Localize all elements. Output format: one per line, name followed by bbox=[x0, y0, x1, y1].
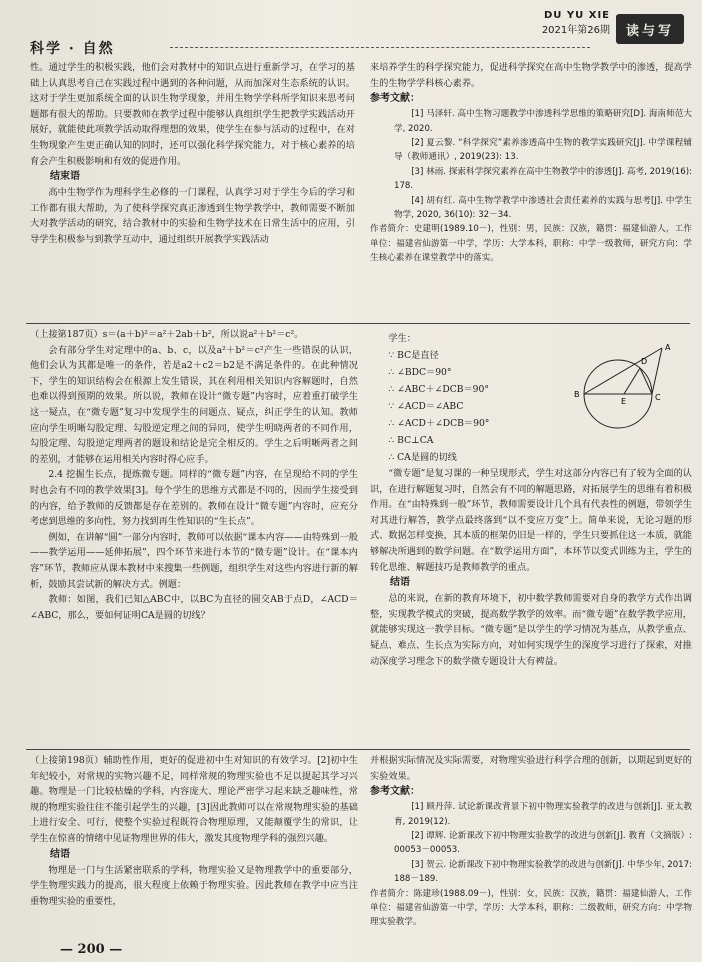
proof-line: ∴ ∠BDC＝90° bbox=[388, 367, 452, 378]
segment-ca bbox=[652, 348, 662, 394]
author-bio: 作者简介：史建明(1989.10－)，性别：男，民族：汉族，籍贯：福建仙游人，工作单位：福建省仙游第一中学，学历：大学本科，职称：中学一级教师，研究方向：学生核心素养在课堂教学中的落实。 bbox=[370, 224, 692, 264]
top-right-column bbox=[370, 60, 692, 266]
reference-item: [3] 林雨. 探索科学探究素养在高中生物教学中的渗透[J]. 高考, 2019(16): 178. bbox=[394, 166, 692, 192]
paragraph: “微专题”是复习课的一种呈现形式，学生对这部分内容已有了较为全面的认识，在进行解题复习时，自然会有不同的解题思路，对拓展学生的思维有着积极作用。在“由特殊到一般”环节，教师需要设计几个具有代表性的例题，带领学生对其进行解答，教学点最终落到“以不变应万变”上。简单来说，无论习题的形式、数据怎样变换，其本质的框架仍旧是一样的，学生只要抓住这一本质，就能够解决所遇到的数学问题。在“数学运用方面”，本环节以变式训练为主，学生的转化思维、解题技巧是教师教学的重点。 bbox=[370, 468, 692, 573]
top-left-column bbox=[30, 60, 355, 248]
reference-item: [2] 谭辉. 论新课改下初中物理实验教学的改进与创新[J]. 教育（文摘版）: 00053－00053. bbox=[394, 831, 692, 856]
journal-pinyin: DU YU XIE bbox=[543, 10, 610, 21]
header-meta bbox=[542, 10, 610, 36]
proof-line: ∴ BC⊥CA bbox=[388, 435, 434, 446]
label-b: B bbox=[574, 390, 580, 399]
segment-ba bbox=[584, 348, 662, 394]
segment-de bbox=[624, 368, 640, 394]
paragraph: 会有部分学生对定理中的a、b、c，以及a²＋b²＝c²产生一些错误的认识，他们会认为其都是唯一的条件，若是a2＋c2＝b2是不满足条件的。在此种情况下，学生的知识结构会在根源上发生错误，其在利用相关知识内容解题时，自然也难以得到预期的效果。所以说，教师在设计“微专题”内容时，应着重打破学生这一疑点，在“微专题”复习中发现学生的问题点、疑点，纠正学生的认知。教师应向学生明晰勾股定理、勾股逆定理之间的异同，使学生明晓两者的不同作用，勾股定理、勾股逆定理两者的题设和结论是完全相反的。学生之后明晰两者之间的差别，才能够在运用相关内容时得心应手。 bbox=[30, 344, 358, 465]
reference-item: [1] 马泽轩. 高中生物习题教学中渗透科学思维的策略研究[D]. 海南师范大学, 2020. bbox=[394, 109, 692, 134]
section-divider bbox=[26, 749, 690, 750]
reference-item: [1] 顾丹萍. 试论新课改背景下初中物理实验教学的改进与创新[J]. 亚太教育, 2019(12). bbox=[394, 802, 692, 827]
proof-steps bbox=[370, 330, 540, 466]
label-e: E bbox=[621, 397, 627, 406]
journal-brand-logo: 读与写 bbox=[616, 14, 684, 44]
paragraph: （上接第187页）s＝(a＋b)²＝a²＋2ab＋b²，所以说a²＋b²＝c²。 bbox=[30, 329, 304, 340]
proof-line: ∴ ∠ACD＋∠DCB＝90° bbox=[388, 418, 490, 429]
section-divider bbox=[26, 323, 690, 324]
header-divider bbox=[170, 47, 590, 48]
conclusion-heading: 结语 bbox=[390, 577, 410, 589]
conclusion-heading: 结语 bbox=[50, 848, 70, 860]
reference-item: [4] 胡有红. 高中生物学教学中渗透社会责任素养的实践与思考[J]. 中学生物学, 2020, 36(10): 32－34. bbox=[394, 195, 692, 221]
segment-cd bbox=[640, 368, 652, 394]
section-title: 科学 · 自然 bbox=[30, 41, 115, 57]
label-d: D bbox=[641, 357, 648, 366]
conclusion-heading: 结束语 bbox=[50, 171, 80, 183]
references-title: 参考文献： bbox=[370, 93, 420, 105]
author-bio: 作者简介：陈建珍(1988.09－)，性别：女，民族：汉族，籍贯：福建仙游人，工作单位：福建省仙游第一中学，学历：大学本科，职称：二级教师，研究方向：中学物理实验教学。 bbox=[370, 888, 692, 928]
proof-line: ∴ CA是圆的切线 bbox=[388, 452, 457, 463]
paragraph: （上接第198页）辅助性作用，更好的促进初中生对知识的有效学习。[2]初中生年纪较小，对常规的实物兴趣不足，同样常规的物理实验也不足以提起其学习兴趣。物理是一门比较枯燥的学科，内容庞大、理论严密学习起来缺乏趣味性，常规的物理实验往往不能引起学生的兴趣，[3]因此教师可以在常规物理实验的基础上进行安全、可行，使整个实验过程既符合物理原理，又能颠覆学生的常识，让学生在惊喜的情绪中见证物理世界的伟大，激发其度物理学科的强烈兴趣。 bbox=[30, 755, 358, 844]
paragraph: 教师：如图，我们已知△ABC中，以BC为直径的圆交AB于点D，∠ACD＝∠ABC，那么，要如何证明CA是圆的切线？ bbox=[30, 594, 358, 621]
proof-line: 学生： bbox=[388, 333, 416, 344]
circle-geometry-figure bbox=[548, 342, 688, 432]
paragraph: 物理是一门与生活紧密联系的学科，物理实验又是物理教学中的重要部分，学生物理实践力的提高，很大程度上依赖于物理实验。因此教师在教学中应当注重物理实验的重要性， bbox=[30, 864, 358, 907]
proof-line: ∴ ∠ABC＋∠DCB＝90° bbox=[388, 384, 489, 395]
mid-left-column bbox=[30, 327, 358, 623]
label-c: C bbox=[655, 393, 661, 402]
bottom-left-column bbox=[30, 753, 358, 909]
proof-line: ∵ ∠ACD＝∠ABC bbox=[388, 401, 464, 412]
reference-item: [2] 夏云黎. “科学探究”素养渗透高中生物的教学实践研究[J]. 中学课程辅导（教师通讯）, 2019(23): 13. bbox=[394, 138, 692, 163]
paragraph: 例如，在讲解“圆”一部分内容时，教师可以依据“课本内容——由特殊到一般——教学运用——延伸拓展”，四个环节来进行本节的“微专题”设计。在“课本内容”环节，教师应从课本教材中来搜集一些例题，组织学生对这些内容进行新的解析，鼓励其尝试新的解决方式。例题： bbox=[30, 531, 358, 590]
paragraph: 性。通过学生的积极实践，他们会对教材中的知识点进行重新学习，在学习的基础上认真思考自己在实践过程中遇到的各种问题，从而加深对生态系统的认识。这对于学生更加系统全面的认识生物学现象，并用生物学学科所学知识来思考问题都有很大的帮助。只要教师在教学过程中能够认真组织学生把教学实践活动开展好，就能使此项教学活动取得理想的效果，使学生在参与活动的过程中，在对生物现象产生更正确认知的同时，还可以强化科学探究能力，对于核心素养的培育会产生积极影响和有效的促进作用。 bbox=[30, 62, 355, 167]
references-title: 参考文献： bbox=[370, 786, 420, 798]
mid-right-column bbox=[370, 466, 692, 669]
paragraph: 高中生物学作为理科学生必修的一门课程，认真学习对于学生今后的学习和工作都有很大帮助，为了使科学探究真正渗透到生物学教学中，教师需要不断加大对教学活动的研究，结合教材中的实验和生物学技术在日常生活中的应用，引导学生积极参与到教学互动中，通过组织开展教学实践活动 bbox=[30, 187, 355, 245]
bottom-right-column bbox=[370, 753, 692, 930]
page-number: — 200 — bbox=[60, 942, 123, 957]
paragraph: 来培养学生的科学探究能力，促进科学探究在高中生物学教学中的渗透，提高学生的生物学学科核心素养。 bbox=[370, 62, 692, 89]
paragraph: 2.4 挖掘生长点，提炼微专题。同样的“微专题”内容，在呈现给不同的学生时也会有不同的教学效果[3]。每个学生的思维方式都是不同的，因而学生接受到的内容，给予教师的反馈都是存在差别的。教师在设计“微专题”内容时，应充分考虑到思维的多向性，努力找到再生性知识的“生长点”。 bbox=[30, 469, 358, 528]
proof-line: ∵ BC是直径 bbox=[388, 350, 439, 361]
journal-issue: 2021年第26期 bbox=[541, 25, 610, 36]
paragraph: 总的来说，在新的教育环境下，初中数学教师需要对自身的教学方式作出调整，实现教学模式的突破，提高数学教学的效率。而“微专题”在数学教学应用，就能够实现这一教学目标。“微专题”是以学生的学习情况为基点，从教学重点、疑点、难点、生长点为实际方向，对如何实现学生的深度学习进行了探索，对推动深度学习理念下的数学微专题设计大有裨益。 bbox=[370, 593, 692, 667]
reference-item: [3] 贺云. 论新课改下初中物理实验教学的改进与创新[J]. 中华少年, 2017: 188－189. bbox=[394, 859, 692, 885]
paragraph: 并根据实际情况及实际需要，对物理实验进行科学合理的创新，以期起到更好的实验效果。 bbox=[370, 755, 692, 782]
label-a: A bbox=[665, 343, 671, 352]
